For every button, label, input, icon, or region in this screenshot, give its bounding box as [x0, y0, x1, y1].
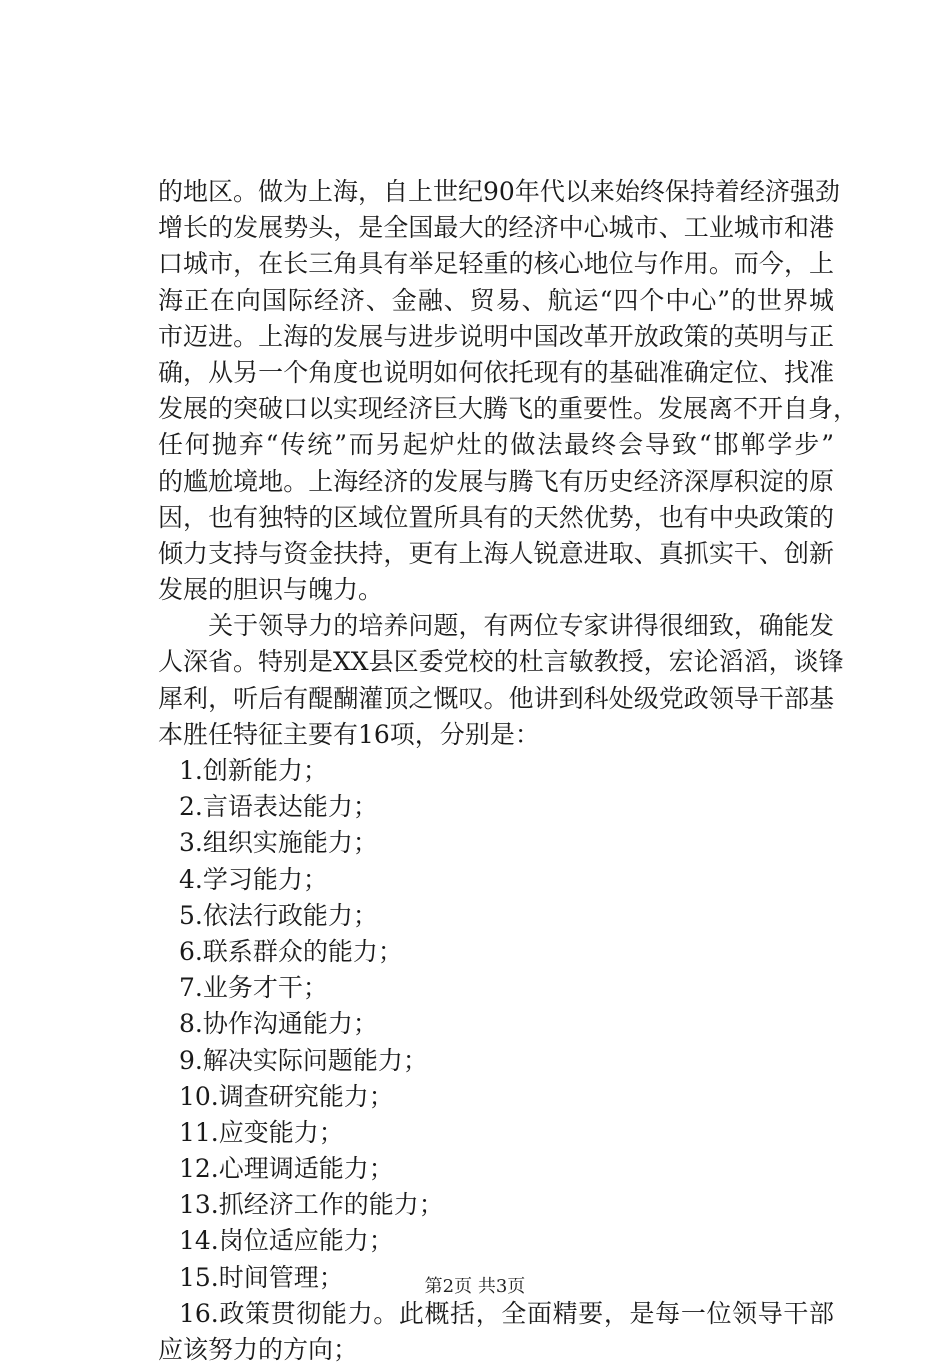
paragraph-line: 发展的胆识与魄力。: [158, 575, 384, 605]
list-item: 4.学习能力；: [179, 864, 328, 894]
paragraph-line: 人深省。特别是XX县区委党校的杜言敏教授，宏论滔滔，谈锋: [158, 647, 844, 677]
list-item: 14.岗位适应能力；: [179, 1226, 394, 1256]
paragraph-line: 倾力支持与资金扶持，更有上海人锐意进取、真抓实干、创新: [158, 538, 834, 568]
list-item: 8.协作沟通能力；: [179, 1009, 378, 1039]
paragraph-line: 因，也有独特的区域位置所具有的天然优势，也有中央政策的: [158, 502, 834, 532]
list-item: 10.调查研究能力；: [179, 1081, 394, 1111]
list-item: 12.心理调适能力；: [179, 1154, 394, 1184]
list-item-closing: 16.政策贯彻能力。此概括，全面精要，是每一位领导干部: [179, 1298, 834, 1328]
paragraph-line: 市迈进。上海的发展与进步说明中国改革开放政策的英明与正: [158, 321, 834, 351]
list-item: 5.依法行政能力；: [179, 900, 378, 930]
paragraph-line: 犀利，听后有醍醐灌顶之慨叹。他讲到科处级党政领导干部基: [158, 683, 834, 713]
paragraph-line: 海正在向国际经济、金融、贸易、航运“四个中心”的世界城: [158, 285, 834, 315]
paragraph-line: 发展的突破口以实现经济巨大腾飞的重要性。发展离不开自身，: [158, 394, 859, 424]
list-item: 11.应变能力；: [179, 1117, 344, 1147]
list-item: 9.解决实际问题能力；: [179, 1045, 428, 1075]
paragraph-line: 任何抛弃“传统”而另起炉灶的做法最终会导致“邯郸学步”: [158, 430, 834, 460]
list-item-closing-continuation: 应该努力的方向；: [158, 1335, 359, 1364]
list-item: 15.时间管理；: [179, 1262, 344, 1292]
paragraph-line: 确，从另一个角度也说明如何依托现有的基础准确定位、找准: [158, 357, 834, 387]
list-item: 13.抓经济工作的能力；: [179, 1190, 444, 1220]
paragraph-line: 的尴尬境地。上海经济的发展与腾飞有历史经济深厚积淀的原: [158, 466, 834, 496]
paragraph-line: 增长的发展势头，是全国最大的经济中心城市、工业城市和港: [158, 213, 834, 243]
list-item: 7.业务才干；: [179, 973, 328, 1003]
paragraph-line: 本胜任特征主要有16项，分别是：: [158, 719, 540, 749]
list-item: 1.创新能力；: [179, 756, 328, 785]
document-body: [158, 174, 859, 1368]
paragraph-line: 关于领导力的培养问题，有两位专家讲得很细致，确能发: [158, 611, 834, 641]
page-number-footer: 第2页 共3页: [424, 1276, 526, 1297]
paragraph-line: 口城市，在长三角具有举足轻重的核心地位与作用。而今，上: [158, 249, 834, 279]
list-item: 6.联系群众的能力；: [179, 936, 403, 966]
list-item: 3.组织实施能力；: [179, 828, 378, 858]
paragraph-line: 的地区。做为上海，自上世纪90年代以来始终保持着经济强劲: [158, 177, 840, 206]
list-item: 2.言语表达能力；: [179, 792, 378, 822]
